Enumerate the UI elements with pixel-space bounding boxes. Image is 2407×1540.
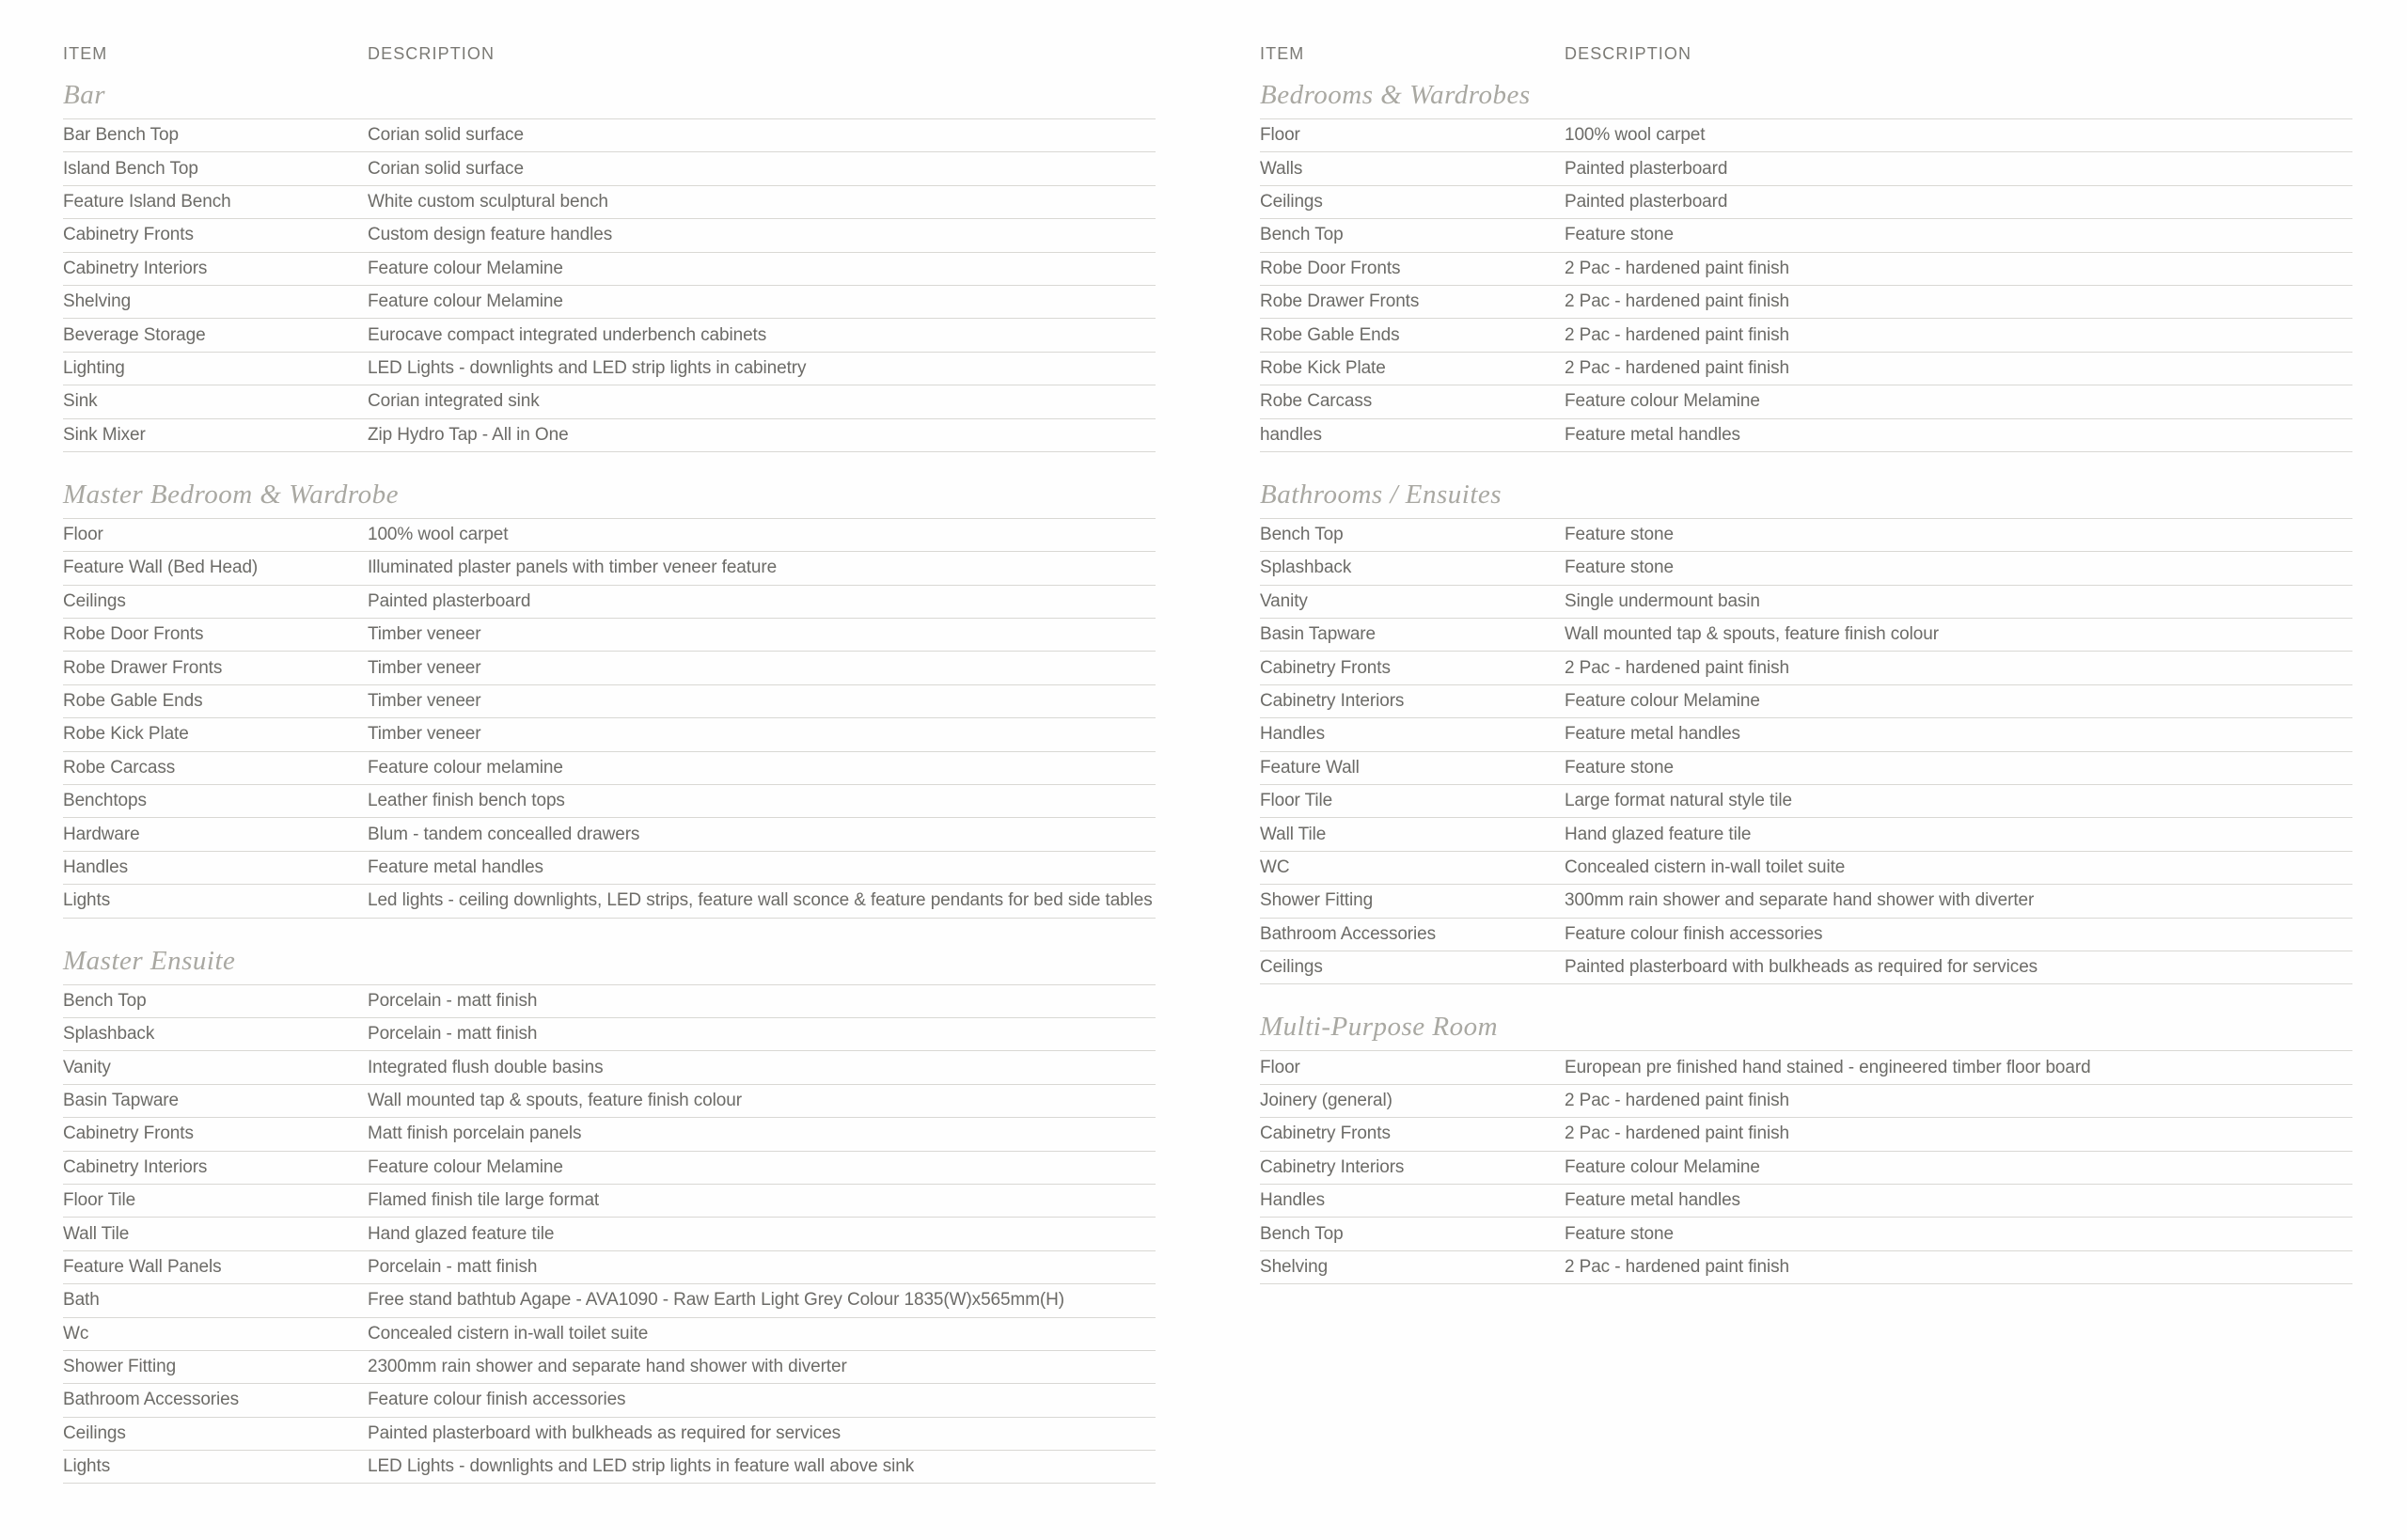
table-row	[63, 1051, 1156, 1084]
right-column	[1260, 44, 2352, 1484]
table-row	[63, 685, 1156, 718]
description-cell: Timber veneer	[368, 624, 481, 645]
item-cell: Feature Wall (Bed Head)	[63, 558, 259, 578]
item-cell: Ceilings	[1260, 191, 1323, 212]
description-cell: Porcelain - matt finish	[368, 1024, 538, 1045]
item-cell: Feature Wall	[1260, 757, 1360, 778]
table-row	[63, 419, 1156, 452]
table-row	[63, 1152, 1156, 1185]
table-row	[1260, 186, 2352, 219]
description-column-header: DESCRIPTION	[368, 44, 496, 63]
table-row	[1260, 586, 2352, 619]
description-cell: Corian solid surface	[368, 158, 524, 179]
description-cell: Feature stone	[1565, 757, 1674, 778]
item-cell: Handles	[63, 857, 129, 877]
description-cell: 2 Pac - hardened paint finish	[1565, 1090, 1789, 1110]
section-title: Master Bedroom & Wardrobe	[63, 480, 1156, 519]
description-cell: Feature colour melamine	[368, 757, 563, 778]
item-cell: Bath	[63, 1290, 100, 1311]
description-cell: Eurocave compact integrated underbench cabinets	[368, 324, 767, 345]
item-cell: Sink	[63, 391, 98, 412]
table-row	[63, 286, 1156, 319]
description-cell: European pre finished hand stained - engineered timber floor board	[1565, 1057, 2091, 1077]
table-row	[1260, 253, 2352, 286]
table-row	[1260, 1051, 2352, 1084]
item-cell: Cabinetry Fronts	[1260, 1124, 1391, 1144]
description-cell: Painted plasterboard with bulkheads as required for services	[1565, 957, 2038, 978]
description-cell: Illuminated plaster panels with timber veneer feature	[368, 558, 778, 578]
table-row	[1260, 951, 2352, 984]
item-cell: Joinery (general)	[1260, 1090, 1392, 1110]
item-cell: Beverage Storage	[63, 324, 206, 345]
room-section	[63, 81, 1156, 452]
table-row	[63, 718, 1156, 751]
item-column-header: ITEM	[63, 44, 108, 63]
item-cell: Lights	[63, 890, 111, 911]
item-cell: Robe Door Fronts	[1260, 258, 1401, 278]
table-row	[63, 1018, 1156, 1051]
table-row	[1260, 852, 2352, 885]
item-cell: WC	[1260, 857, 1290, 877]
table-row	[1260, 219, 2352, 252]
room-section	[63, 947, 1156, 1485]
description-column-header: DESCRIPTION	[1565, 44, 1692, 63]
item-cell: Robe Drawer Fronts	[1260, 291, 1420, 312]
description-cell: 2 Pac - hardened paint finish	[1565, 657, 1789, 678]
table-row	[63, 619, 1156, 652]
item-cell: Sink Mixer	[63, 424, 146, 445]
item-cell: Cabinetry Interiors	[1260, 691, 1405, 712]
table-row	[63, 586, 1156, 619]
item-cell: Wall Tile	[63, 1223, 130, 1244]
description-cell: Timber veneer	[368, 724, 481, 745]
table-row	[1260, 619, 2352, 652]
table-row	[63, 1351, 1156, 1384]
description-cell: 2 Pac - hardened paint finish	[1565, 291, 1789, 312]
item-cell: Handles	[1260, 1190, 1326, 1211]
description-cell: LED Lights - downlights and LED strip lights in feature wall above sink	[368, 1456, 915, 1477]
left-column	[63, 44, 1156, 1484]
item-cell: Splashback	[63, 1024, 155, 1045]
item-cell: Shelving	[63, 291, 132, 312]
description-cell: Feature colour finish accessories	[368, 1390, 626, 1410]
section-title: Bathrooms / Ensuites	[1260, 480, 2352, 519]
table-row	[1260, 385, 2352, 418]
description-cell: Painted plasterboard	[1565, 191, 1728, 212]
description-cell: 2 Pac - hardened paint finish	[1565, 1256, 1789, 1277]
section-title: Bedrooms & Wardrobes	[1260, 81, 2352, 119]
description-cell: Custom design feature handles	[368, 225, 613, 245]
item-column-header: ITEM	[1260, 44, 1305, 63]
description-cell: Flamed finish tile large format	[368, 1190, 600, 1211]
description-cell: Feature stone	[1565, 525, 1674, 545]
section-title: Bar	[63, 81, 1156, 119]
description-cell: Corian solid surface	[368, 125, 524, 146]
item-cell: Cabinetry Interiors	[63, 258, 208, 278]
table-row	[1260, 818, 2352, 851]
item-cell: Lights	[63, 1456, 111, 1477]
table-row	[63, 1418, 1156, 1451]
item-cell: Walls	[1260, 158, 1303, 179]
table-row	[63, 1251, 1156, 1284]
description-cell: Single undermount basin	[1565, 590, 1760, 611]
table-row	[63, 385, 1156, 418]
description-cell: Hand glazed feature tile	[1565, 824, 1752, 844]
item-cell: Cabinetry Fronts	[63, 225, 194, 245]
section-title: Master Ensuite	[63, 947, 1156, 985]
item-cell: Feature Island Bench	[63, 191, 231, 212]
table-row	[1260, 519, 2352, 552]
table-row	[1260, 1185, 2352, 1218]
table-row	[63, 1384, 1156, 1417]
table-row	[63, 1185, 1156, 1218]
description-cell: Feature stone	[1565, 558, 1674, 578]
item-cell: Wall Tile	[1260, 824, 1327, 844]
table-row	[63, 1085, 1156, 1118]
table-row	[63, 1118, 1156, 1151]
item-cell: Floor Tile	[63, 1190, 136, 1211]
item-cell: Ceilings	[63, 1422, 126, 1443]
description-cell: Feature metal handles	[368, 857, 543, 877]
description-cell: Feature colour Melamine	[368, 1156, 563, 1177]
table-row	[63, 1218, 1156, 1250]
item-cell: Basin Tapware	[1260, 624, 1376, 645]
item-cell: Shelving	[1260, 1256, 1329, 1277]
table-row	[63, 652, 1156, 684]
item-cell: Bathroom Accessories	[1260, 923, 1437, 944]
item-cell: Robe Drawer Fronts	[63, 657, 223, 678]
item-cell: Hardware	[63, 824, 140, 844]
table-row	[63, 152, 1156, 185]
table-row	[1260, 652, 2352, 684]
item-cell: Robe Gable Ends	[1260, 324, 1400, 345]
table-row	[63, 1318, 1156, 1351]
item-cell: Benchtops	[63, 791, 147, 811]
description-cell: Wall mounted tap & spouts, feature finish colour	[368, 1090, 742, 1110]
description-cell: Feature metal handles	[1565, 724, 1740, 745]
description-cell: 100% wool carpet	[368, 525, 509, 545]
item-cell: Bench Top	[1260, 225, 1344, 245]
description-cell: Free stand bathtub Agape - AVA1090 - Raw Earth Light Grey Colour 1835(W)x565mm(H)	[368, 1290, 1064, 1311]
table-row	[63, 852, 1156, 885]
description-cell: Feature metal handles	[1565, 1190, 1740, 1211]
description-cell: Corian integrated sink	[368, 391, 540, 412]
room-section	[1260, 480, 2352, 984]
item-cell: Floor	[63, 525, 103, 545]
item-cell: Cabinetry Interiors	[1260, 1156, 1405, 1177]
item-cell: Cabinetry Fronts	[1260, 657, 1391, 678]
item-cell: Bathroom Accessories	[63, 1390, 240, 1410]
description-cell: 100% wool carpet	[1565, 125, 1706, 146]
description-cell: Feature colour Melamine	[368, 291, 563, 312]
item-cell: Basin Tapware	[63, 1090, 179, 1110]
description-cell: Porcelain - matt finish	[368, 990, 538, 1011]
table-row	[1260, 718, 2352, 751]
item-cell: Bench Top	[1260, 1223, 1344, 1244]
item-cell: Robe Gable Ends	[63, 691, 203, 712]
table-row	[1260, 319, 2352, 352]
right-column-header-row	[1260, 44, 2352, 65]
item-cell: Shower Fitting	[63, 1357, 177, 1377]
item-cell: Robe Kick Plate	[63, 724, 189, 745]
table-row	[63, 253, 1156, 286]
table-row	[63, 519, 1156, 552]
description-cell: 2 Pac - hardened paint finish	[1565, 1124, 1789, 1144]
item-cell: Robe Carcass	[63, 757, 176, 778]
table-row	[1260, 752, 2352, 785]
table-row	[1260, 919, 2352, 951]
table-row	[63, 885, 1156, 918]
table-row	[63, 985, 1156, 1018]
item-cell: Floor Tile	[1260, 791, 1333, 811]
table-row	[63, 319, 1156, 352]
room-section	[1260, 81, 2352, 452]
item-cell: Floor	[1260, 1057, 1300, 1077]
description-cell: 2 Pac - hardened paint finish	[1565, 258, 1789, 278]
description-cell: Large format natural style tile	[1565, 791, 1792, 811]
table-row	[1260, 119, 2352, 152]
item-cell: Vanity	[1260, 590, 1308, 611]
table-row	[63, 785, 1156, 818]
description-cell: Matt finish porcelain panels	[368, 1124, 582, 1144]
table-row	[63, 119, 1156, 152]
description-cell: Feature colour Melamine	[1565, 691, 1760, 712]
table-row	[1260, 785, 2352, 818]
table-row	[1260, 1085, 2352, 1118]
item-cell: handles	[1260, 424, 1322, 445]
description-cell: LED Lights - downlights and LED strip lights in cabinetry	[368, 357, 807, 378]
room-section	[63, 480, 1156, 919]
table-row	[1260, 1251, 2352, 1284]
item-cell: Splashback	[1260, 558, 1352, 578]
description-cell: Timber veneer	[368, 691, 481, 712]
item-cell: Island Bench Top	[63, 158, 198, 179]
item-cell: Ceilings	[1260, 957, 1323, 978]
description-cell: Led lights - ceiling downlights, LED strips, feature wall sconce & feature pendants for bed side tables	[368, 890, 1153, 911]
left-column-sections	[63, 81, 1156, 1484]
description-cell: Concealed cistern in-wall toilet suite	[368, 1323, 649, 1344]
table-row	[1260, 1118, 2352, 1151]
table-row	[63, 1451, 1156, 1484]
description-cell: Zip Hydro Tap - All in One	[368, 424, 569, 445]
left-column-header-row	[63, 44, 1156, 65]
table-row	[63, 752, 1156, 785]
description-cell: Wall mounted tap & spouts, feature finish colour	[1565, 624, 1939, 645]
item-cell: Cabinetry Interiors	[63, 1156, 208, 1177]
description-cell: Feature stone	[1565, 1223, 1674, 1244]
item-cell: Shower Fitting	[1260, 890, 1374, 911]
description-cell: Painted plasterboard with bulkheads as required for services	[368, 1422, 842, 1443]
item-cell: Bench Top	[1260, 525, 1344, 545]
item-cell: Wc	[63, 1323, 89, 1344]
description-cell: Feature metal handles	[1565, 424, 1740, 445]
description-cell: Feature stone	[1565, 225, 1674, 245]
table-row	[63, 552, 1156, 585]
item-cell: Ceilings	[63, 590, 126, 611]
table-row	[1260, 685, 2352, 718]
table-row	[1260, 419, 2352, 452]
table-row	[63, 1284, 1156, 1317]
description-cell: 300mm rain shower and separate hand shower with diverter	[1565, 890, 2035, 911]
description-cell: Feature colour Melamine	[368, 258, 563, 278]
table-row	[63, 818, 1156, 851]
table-row	[63, 353, 1156, 385]
table-row	[1260, 1218, 2352, 1250]
table-row	[63, 219, 1156, 252]
table-row	[1260, 885, 2352, 918]
description-cell: 2300mm rain shower and separate hand shower with diverter	[368, 1357, 847, 1377]
table-row	[1260, 353, 2352, 385]
description-cell: Porcelain - matt finish	[368, 1256, 538, 1277]
description-cell: Leather finish bench tops	[368, 791, 565, 811]
description-cell: Blum - tandem concealled drawers	[368, 824, 640, 844]
table-row	[1260, 152, 2352, 185]
description-cell: Concealed cistern in-wall toilet suite	[1565, 857, 1846, 877]
description-cell: Feature colour finish accessories	[1565, 923, 1823, 944]
description-cell: Hand glazed feature tile	[368, 1223, 555, 1244]
description-cell: Painted plasterboard	[1565, 158, 1728, 179]
item-cell: Floor	[1260, 125, 1300, 146]
table-row	[1260, 1152, 2352, 1185]
description-cell: 2 Pac - hardened paint finish	[1565, 324, 1789, 345]
section-title: Multi-Purpose Room	[1260, 1013, 2352, 1051]
item-cell: Cabinetry Fronts	[63, 1124, 194, 1144]
table-row	[63, 186, 1156, 219]
item-cell: Vanity	[63, 1057, 111, 1077]
item-cell: Robe Door Fronts	[63, 624, 204, 645]
table-row	[1260, 552, 2352, 585]
description-cell: Feature colour Melamine	[1565, 391, 1760, 412]
item-cell: Bar Bench Top	[63, 125, 179, 146]
description-cell: White custom sculptural bench	[368, 191, 608, 212]
table-row	[1260, 286, 2352, 319]
item-cell: Feature Wall Panels	[63, 1256, 222, 1277]
item-cell: Lighting	[63, 357, 125, 378]
item-cell: Robe Kick Plate	[1260, 357, 1386, 378]
description-cell: 2 Pac - hardened paint finish	[1565, 357, 1789, 378]
item-cell: Bench Top	[63, 990, 147, 1011]
room-section	[1260, 1013, 2352, 1284]
item-cell: Handles	[1260, 724, 1326, 745]
description-cell: Painted plasterboard	[368, 590, 531, 611]
description-cell: Timber veneer	[368, 657, 481, 678]
description-cell: Feature colour Melamine	[1565, 1156, 1760, 1177]
description-cell: Integrated flush double basins	[368, 1057, 604, 1077]
item-cell: Robe Carcass	[1260, 391, 1373, 412]
right-column-sections	[1260, 81, 2352, 1284]
